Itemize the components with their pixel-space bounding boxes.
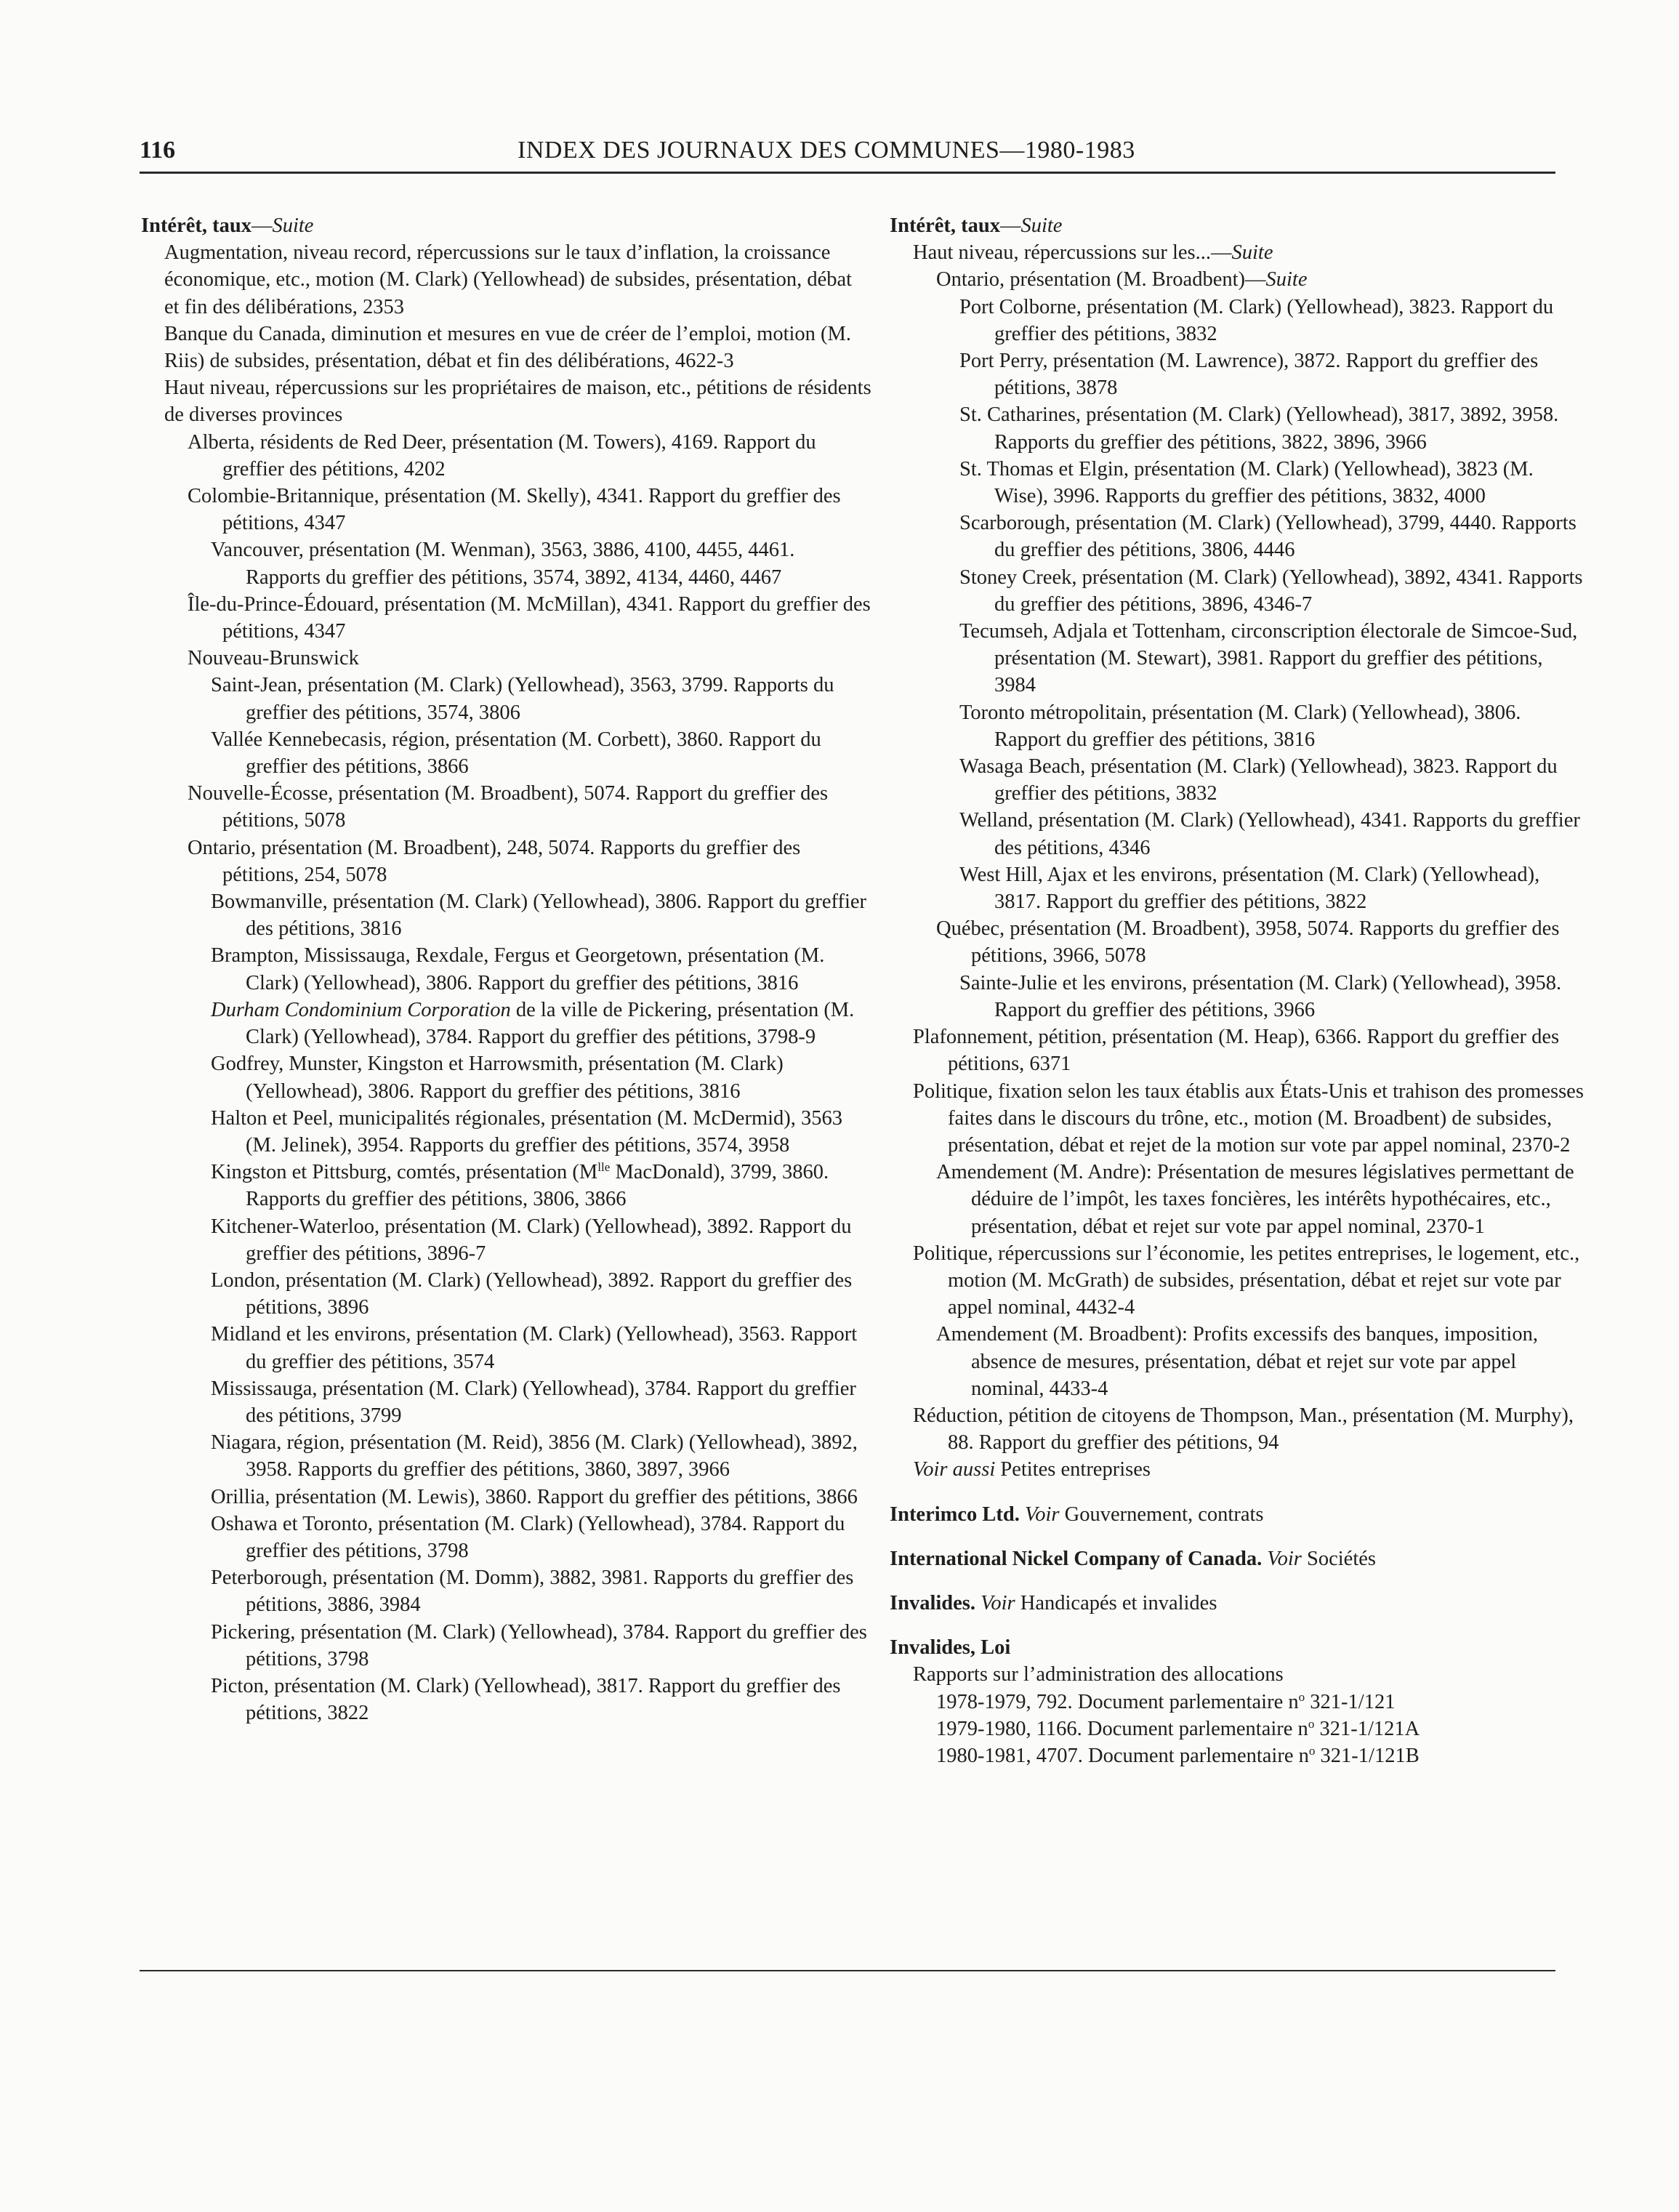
index-column-right <box>890 212 1587 1769</box>
entry-text: — <box>251 214 273 237</box>
entry-text: Saint-Jean, présentation (M. Clark) (Yellowhead), 3563, 3799. Rapports du greffier des pétitions, 3574, 3806 <box>211 674 834 724</box>
entry-text: Oshawa et Toronto, présentation (M. Clark) (Yellowhead), 3784. Rapport du greffier des pétitions, 3798 <box>211 1512 845 1562</box>
index-entry <box>936 1159 1587 1240</box>
entry-text: Scarborough, présentation (M. Clark) (Yellowhead), 3799, 4440. Rapports du greffier des pétitions, 3806, 4446 <box>959 512 1577 562</box>
index-entry <box>188 834 871 888</box>
index-entry <box>890 1590 1587 1617</box>
entry-text: Ontario, présentation (M. Broadbent)— <box>936 268 1266 291</box>
index-entry <box>188 591 871 645</box>
index-entry <box>164 321 871 374</box>
entry-text: Mississauga, présentation (M. Clark) (Yellowhead), 3784. Rapport du greffier des pétitions, 3799 <box>211 1377 856 1427</box>
index-column-left <box>141 212 871 1726</box>
entry-italic-text: Suite <box>272 214 314 237</box>
entry-text: Welland, présentation (M. Clark) (Yellowhead), 4341. Rapports du greffier des pétitions, 4346 <box>959 809 1580 859</box>
entry-text: Île-du-Prince-Édouard, présentation (M. McMillan), 4341. Rapport du greffier des pétitions, 4347 <box>188 592 871 643</box>
entry-text: Handicapés et invalides <box>1015 1591 1217 1614</box>
index-entry <box>211 1321 871 1375</box>
entry-text: Kitchener-Waterloo, présentation (M. Clark) (Yellowhead), 3892. Rapport du greffier des pétitions, 3896-7 <box>211 1215 852 1265</box>
index-entry <box>164 374 871 428</box>
entry-text: Brampton, Mississauga, Rexdale, Fergus et Georgetown, présentation (M. Clark) (Yellowhead), 3806. Rapport du greffier des pétitions, 3816 <box>211 944 825 994</box>
entry-text: Petites entreprises <box>995 1458 1151 1481</box>
entry-text: 1978-1979, 792. Document parlementaire n <box>936 1690 1299 1713</box>
entry-italic-text: Voir aussi <box>913 1458 996 1481</box>
index-entry <box>211 1429 871 1483</box>
index-entry <box>188 645 871 672</box>
index-entry <box>211 1213 871 1267</box>
index-entry <box>913 1661 1587 1688</box>
index-entry <box>211 1484 871 1511</box>
running-title: INDEX DES JOURNAUX DES COMMUNES—1980-1983 <box>518 137 1135 164</box>
index-entry <box>211 1619 871 1673</box>
entry-text: West Hill, Ajax et les environs, présentation (M. Clark) (Yellowhead), 3817. Rapport du greffier des pétitions, 3822 <box>959 863 1540 914</box>
entry-italic-text: Suite <box>1231 241 1273 265</box>
entry-text: St. Catharines, présentation (M. Clark) (Yellowhead), 3817, 3892, 3958. Rapports du greffier des pétitions, 3822, 3896, 3966 <box>959 403 1559 454</box>
index-entry <box>211 536 871 590</box>
index-entry <box>211 1105 871 1159</box>
page-number: 116 <box>140 137 176 164</box>
entry-text: Réduction, pétition de citoyens de Thompson, Man., présentation (M. Murphy), 88. Rapport du greffier des pétitions, 94 <box>913 1404 1574 1455</box>
entry-heading: Intérêt, taux <box>890 214 1000 237</box>
entry-text: Haut niveau, répercussions sur les propriétaires de maison, etc., pétitions de résidents de diverses provinces <box>164 377 871 427</box>
entry-text: St. Thomas et Elgin, présentation (M. Clark) (Yellowhead), 3823 (M. Wise), 3996. Rapports du greffier des pétitions, 3832, 4000 <box>959 457 1534 508</box>
entry-text: Nouvelle-Écosse, présentation (M. Broadbent), 5074. Rapport du greffier des pétitions, 5078 <box>188 782 829 832</box>
index-entry <box>890 1545 1587 1572</box>
entry-text: Toronto métropolitain, présentation (M. Clark) (Yellowhead), 3806. Rapport du greffier des pétitions, 3816 <box>959 701 1521 751</box>
entry-text: — <box>999 214 1021 237</box>
entry-text: Vallée Kennebecasis, région, présentation (M. Corbett), 3860. Rapport du greffier des pétitions, 3866 <box>211 728 821 779</box>
entry-text: Nouveau-Brunswick <box>188 647 359 670</box>
index-entry <box>890 212 1587 239</box>
index-entry <box>211 1159 871 1212</box>
index-entry <box>211 942 871 996</box>
entry-text: 1980-1981, 4707. Document parlementaire n <box>936 1744 1309 1767</box>
index-entry <box>913 1240 1587 1322</box>
index-entry <box>959 618 1587 699</box>
entry-text: Haut niveau, répercussions sur les...— <box>913 241 1232 265</box>
index-entry <box>211 1673 871 1726</box>
index-entry <box>890 1634 1587 1661</box>
index-entry <box>959 401 1587 455</box>
entry-text: Port Colborne, présentation (M. Clark) (Yellowhead), 3823. Rapport du greffier des pétitions, 3832 <box>959 295 1554 345</box>
entry-text: Kingston et Pittsburg, comtés, présentation (M <box>211 1161 598 1184</box>
entry-text: Politique, répercussions sur l’économie, les petites entreprises, le logement, etc., motion (M. McGrath) de subsides, présentation, débat et rejet sur vote par appel nominal, 4432-4 <box>913 1242 1580 1319</box>
entry-text: Peterborough, présentation (M. Domm), 3882, 3981. Rapports du greffier des pétitions, 3886, 3984 <box>211 1567 854 1617</box>
index-entry <box>913 1023 1587 1077</box>
index-entry <box>913 239 1587 266</box>
index-entry <box>959 456 1587 510</box>
entry-italic-text: Voir <box>1267 1547 1302 1570</box>
index-entry <box>211 1564 871 1618</box>
index-entry <box>211 672 871 725</box>
index-entry <box>936 915 1587 969</box>
entry-text: o <box>1308 1716 1315 1731</box>
index-entry <box>211 888 871 942</box>
index-entry <box>936 1742 1587 1769</box>
entry-text: Alberta, résidents de Red Deer, présentation (M. Towers), 4169. Rapport du greffier des pétitions, 4202 <box>188 430 816 480</box>
entry-text: London, présentation (M. Clark) (Yellowhead), 3892. Rapport du greffier des pétitions, 3896 <box>211 1268 853 1319</box>
entry-text: Port Perry, présentation (M. Lawrence), 3872. Rapport du greffier des pétitions, 3878 <box>959 350 1539 400</box>
index-entry <box>913 1402 1587 1456</box>
entry-text: Rapports sur l’administration des allocations <box>913 1663 1284 1686</box>
index-entry <box>141 212 871 239</box>
entry-text: Wasaga Beach, présentation (M. Clark) (Yellowhead), 3823. Rapport du greffier des pétitions, 3832 <box>959 755 1558 805</box>
entry-text: o <box>1298 1689 1305 1704</box>
entry-text: 321-1/121A <box>1314 1717 1420 1740</box>
index-entry <box>188 429 871 483</box>
footer-rule <box>140 1970 1555 1971</box>
entry-text: Orillia, présentation (M. Lewis), 3860. Rapport du greffier des pétitions, 3866 <box>211 1485 858 1508</box>
index-entry <box>913 1456 1587 1483</box>
index-entry <box>164 239 871 321</box>
entry-text: Pickering, présentation (M. Clark) (Yellowhead), 3784. Rapport du greffier des pétitions, 3798 <box>211 1620 867 1670</box>
entry-italic-text: Suite <box>1020 214 1063 237</box>
index-entry <box>890 1501 1587 1528</box>
index-entry <box>959 699 1587 753</box>
entry-text: Godfrey, Munster, Kingston et Harrowsmith, présentation (M. Clark) (Yellowhead), 3806. Rapport du greffier des pétitions, 3816 <box>211 1053 784 1103</box>
entry-text: Bowmanville, présentation (M. Clark) (Yellowhead), 3806. Rapport du greffier des pétitions, 3816 <box>211 890 867 941</box>
entry-text: Ontario, présentation (M. Broadbent), 248, 5074. Rapports du greffier des pétitions, 254, 5078 <box>188 836 801 886</box>
index-entry <box>959 970 1587 1023</box>
entry-text: Niagara, région, présentation (M. Reid), 3856 (M. Clark) (Yellowhead), 3892, 3958. Rapports du greffier des pétitions, 3860, 3897, 3966 <box>211 1431 858 1481</box>
entry-italic-text: Suite <box>1265 268 1308 291</box>
index-entry <box>913 1078 1587 1159</box>
index-entry <box>936 1689 1587 1716</box>
index-entry <box>211 1511 871 1564</box>
entry-text: Vancouver, présentation (M. Wenman), 3563, 3886, 4100, 4455, 4461. Rapports du greffier des pétitions, 3574, 3892, 4134, 4460, 4467 <box>211 539 795 589</box>
entry-text: de la ville de Pickering, présentation (M. Clark) (Yellowhead), 3784. Rapport du greffier des pétitions, 3798-9 <box>246 998 855 1049</box>
index-entry <box>959 753 1587 807</box>
entry-text: Picton, présentation (M. Clark) (Yellowhead), 3817. Rapport du greffier des pétitions, 3822 <box>211 1674 841 1725</box>
index-entry <box>211 726 871 780</box>
entry-text: Plafonnement, pétition, présentation (M. Heap), 6366. Rapport du greffier des pétitions, 6371 <box>913 1026 1560 1076</box>
entry-text: Sainte-Julie et les environs, présentation (M. Clark) (Yellowhead), 3958. Rapport du greffier des pétitions, 3966 <box>959 971 1562 1021</box>
header-rule <box>140 172 1555 174</box>
index-entry <box>959 861 1587 915</box>
entry-text: Politique, fixation selon les taux établis aux États-Unis et trahison des promesses faites dans le discours du trône, etc., motion (M. Broadbent) de subsides, présentation, débat et rejet de la motion sur vote par appel nominal, 2370-2 <box>913 1079 1584 1157</box>
index-entry <box>936 1716 1587 1742</box>
entry-text: Sociétés <box>1301 1547 1376 1570</box>
entry-text: MacDonald), 3799, 3860. Rapports du greffier des pétitions, 3806, 3866 <box>246 1161 829 1211</box>
entry-italic-text: Voir <box>981 1591 1015 1614</box>
entry-text: Amendement (M. Broadbent): Profits excessifs des banques, imposition, absence de mesures, présentation, débat et rejet sur vote par appel nominal, 4433-4 <box>936 1323 1538 1400</box>
index-entry <box>936 266 1587 293</box>
entry-heading: International Nickel Company of Canada. <box>890 1547 1263 1570</box>
index-entry <box>188 483 871 536</box>
index-entry <box>959 347 1587 401</box>
index-entry <box>211 1267 871 1321</box>
entry-text: o <box>1308 1743 1316 1758</box>
entry-text: 1979-1980, 1166. Document parlementaire n <box>936 1717 1308 1740</box>
entry-text: Tecumseh, Adjala et Tottenham, circonscription électorale de Simcoe-Sud, présentation (M. Stewart), 3981. Rapport du greffier des pétitions, 3984 <box>959 620 1578 697</box>
entry-heading: Intérêt, taux <box>141 214 251 237</box>
entry-heading: Interimco Ltd. <box>890 1503 1020 1526</box>
index-entry <box>211 1050 871 1104</box>
entry-text <box>1020 1503 1025 1526</box>
entry-italic-text: Voir <box>1025 1503 1060 1526</box>
index-entry <box>211 997 871 1050</box>
entry-text: Stoney Creek, présentation (M. Clark) (Yellowhead), 3892, 4341. Rapports du greffier des pétitions, 3896, 4346-7 <box>959 566 1583 616</box>
entry-heading: Invalides. <box>890 1591 975 1614</box>
index-entry <box>188 780 871 834</box>
entry-text: Midland et les environs, présentation (M. Clark) (Yellowhead), 3563. Rapport du greffier des pétitions, 3574 <box>211 1323 858 1373</box>
entry-text: Halton et Peel, municipalités régionales, présentation (M. McDermid), 3563 (M. Jelinek), 3954. Rapports du greffier des pétitions, 3574, 3958 <box>211 1106 843 1157</box>
index-entry <box>936 1321 1587 1402</box>
index-entry <box>959 564 1587 618</box>
entry-text: 321-1/121 <box>1305 1690 1396 1713</box>
entry-text: Québec, présentation (M. Broadbent), 3958, 5074. Rapports du greffier des pétitions, 3966, 5078 <box>936 917 1560 968</box>
entry-text: Banque du Canada, diminution et mesures en vue de créer de l’emploi, motion (M. Riis) de subsides, présentation, débat et fin des délibérations, 4622-3 <box>164 322 851 373</box>
entry-text: lle <box>597 1159 611 1174</box>
index-entry <box>959 807 1587 861</box>
entry-text: Amendement (M. Andre): Présentation de mesures législatives permettant de déduire de l’impôt, les taxes foncières, les intérêts hypothécaires, etc., présentation, débat et rejet sur vote par appel nominal, 2370-1 <box>936 1161 1574 1238</box>
entry-heading: Invalides, Loi <box>890 1636 1011 1660</box>
entry-text: 321-1/121B <box>1315 1744 1420 1767</box>
entry-text: Augmentation, niveau record, répercussions sur le taux d’inflation, la croissance économique, etc., motion (M. Clark) (Yellowhead) de subsides, présentation, débat et fin des délibérations, 2353 <box>164 241 853 318</box>
entry-text: Colombie-Britannique, présentation (M. Skelly), 4341. Rapport du greffier des pétitions, 4347 <box>188 485 841 535</box>
index-entry <box>959 510 1587 563</box>
entry-text: Gouvernement, contrats <box>1059 1503 1264 1526</box>
index-entry <box>211 1375 871 1429</box>
entry-italic-text: Durham Condominium Corporation <box>211 998 511 1021</box>
index-entry <box>959 294 1587 347</box>
